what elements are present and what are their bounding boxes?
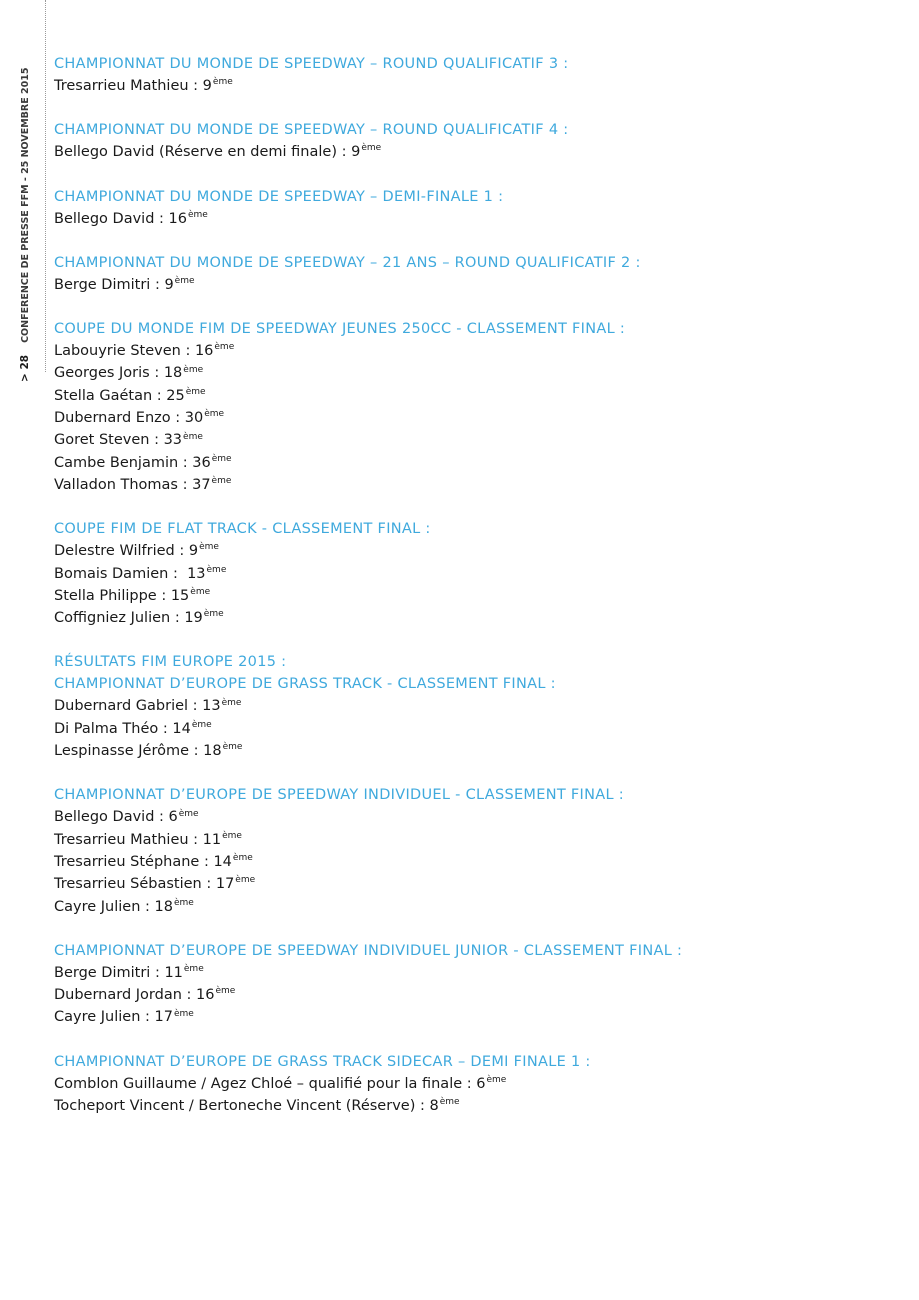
section-heading: CHAMPIONNAT DU MONDE DE SPEEDWAY – 21 ANS – ROUND QUALIFICATIF 2 :: [54, 254, 641, 271]
rank-number: 33: [163, 432, 183, 449]
results-section: [54, 1051, 904, 1118]
result-entry: [54, 896, 904, 918]
rider-name: Stella Philippe :: [54, 587, 171, 604]
rider-name: Bellego David :: [54, 809, 169, 826]
rank-number: 13: [187, 565, 206, 582]
result-entry: [54, 984, 904, 1006]
result-entry: [54, 340, 904, 362]
rider-name: Dubernard Jordan :: [54, 987, 197, 1004]
rank-number: 17: [215, 876, 235, 893]
rank-suffix: ème: [222, 830, 242, 841]
results-list: [54, 53, 904, 1139]
rank-number: 11: [202, 831, 222, 848]
rank-number: 18: [154, 898, 173, 915]
rider-name: Tresarrieu Sébastien :: [54, 876, 216, 893]
rank-suffix: ème: [486, 1074, 507, 1085]
rank-suffix: ème: [190, 587, 211, 598]
rank-number: 25: [166, 387, 185, 404]
section-heading: CHAMPIONNAT DU MONDE DE SPEEDWAY – ROUND QUALIFICATIF 3 :: [54, 56, 569, 72]
rider-name: Berge Dimitri :: [54, 276, 165, 293]
rank-number: 36: [192, 454, 211, 471]
rank-suffix: ème: [221, 697, 242, 708]
rider-name: Cayre Julien :: [54, 898, 155, 915]
rank-suffix: ème: [211, 476, 232, 487]
rider-name: Tresarrieu Mathieu :: [54, 831, 203, 848]
rank-suffix: ème: [203, 609, 224, 620]
result-entry: [54, 362, 904, 384]
rank-number: 15: [170, 587, 190, 604]
rank-number: 16: [194, 343, 214, 360]
side-label: [13, 42, 37, 382]
rider-name: Cayre Julien :: [54, 1009, 155, 1026]
rider-name: Dubernard Enzo :: [54, 410, 185, 427]
result-entry: [54, 540, 904, 562]
result-entry: [54, 141, 904, 163]
result-entry: [54, 563, 904, 585]
result-entry: [54, 474, 904, 496]
result-entry: [54, 274, 904, 296]
rank-number: 30: [184, 410, 204, 427]
rank-number: 6: [476, 1075, 486, 1092]
rider-name: Georges Joris :: [54, 365, 164, 382]
rider-name: Tresarrieu Mathieu :: [54, 78, 203, 94]
result-entry: [54, 585, 904, 607]
result-entry: [54, 1006, 904, 1028]
result-entry: [54, 452, 904, 474]
section-heading: CHAMPIONNAT DU MONDE DE SPEEDWAY – ROUND QUALIFICATIF 4 :: [54, 122, 569, 139]
rank-number: 37: [192, 476, 211, 493]
result-entry: [54, 695, 904, 717]
result-entry: [54, 385, 904, 407]
conference-label: CONFERENCE DE PRESSE FFM - 25 NOVEMBRE 2015: [19, 67, 31, 343]
results-section: [54, 119, 904, 163]
section-heading: CHAMPIONNAT D’EUROPE DE GRASS TRACK - CLASSEMENT FINAL :: [54, 676, 556, 693]
rank-suffix: ème: [185, 386, 206, 397]
results-section: [54, 651, 904, 762]
rank-suffix: ème: [199, 542, 219, 553]
section-heading: RÉSULTATS FIM EUROPE 2015 :: [54, 654, 287, 671]
rider-name: Lespinasse Jérôme :: [54, 743, 204, 760]
rank-number: 14: [213, 853, 232, 870]
rider-name: Dubernard Gabriel :: [54, 698, 203, 715]
results-section: [54, 940, 904, 1029]
rider-name: Goret Steven :: [54, 432, 164, 449]
rank-suffix: ème: [183, 431, 203, 442]
rider-name: Tresarrieu Stéphane :: [54, 853, 214, 870]
results-section: [54, 784, 904, 917]
rank-suffix: ème: [235, 875, 256, 886]
results-section: [54, 186, 904, 230]
rider-name: Stella Gaétan :: [54, 387, 167, 404]
section-heading: COUPE DU MONDE FIM DE SPEEDWAY JEUNES 250CC - CLASSEMENT FINAL :: [54, 321, 626, 338]
rank-number: 11: [164, 964, 183, 981]
rank-suffix: ème: [178, 808, 199, 819]
rider-name: Bellego David (Réserve en demi finale) :: [54, 144, 352, 161]
rank-number: 9: [351, 144, 361, 161]
rank-number: 18: [203, 743, 222, 760]
rank-suffix: ème: [222, 742, 243, 753]
rider-name: Comblon Guillaume / Agez Chloé – qualifié pour la finale :: [54, 1075, 477, 1092]
rank-number: 16: [168, 210, 187, 227]
rank-suffix: ème: [211, 453, 232, 464]
rank-suffix: ème: [173, 897, 194, 908]
rank-suffix: ème: [206, 564, 227, 575]
rank-suffix: ème: [361, 143, 382, 154]
rank-suffix: ème: [183, 364, 204, 375]
result-entry: [54, 429, 904, 451]
results-section: [54, 518, 904, 629]
result-entry: [54, 208, 904, 230]
rank-suffix: ème: [183, 964, 204, 974]
rank-number: 19: [184, 610, 203, 627]
results-section: [54, 252, 904, 296]
rider-name: Bellego David :: [54, 210, 169, 227]
rider-name: Labouyrie Steven :: [54, 343, 195, 360]
rider-name: Delestre Wilfried :: [54, 543, 189, 560]
rank-number: 8: [429, 1098, 439, 1115]
result-entry: [54, 962, 904, 984]
rider-name: Di Palma Théo :: [54, 720, 173, 737]
section-heading: CHAMPIONNAT DU MONDE DE SPEEDWAY – DEMI-FINALE 1 :: [54, 188, 504, 205]
rank-number: 17: [154, 1009, 173, 1026]
rider-name: Tocheport Vincent / Bertoneche Vincent (Réserve) :: [54, 1098, 430, 1115]
rank-suffix: ème: [204, 409, 225, 420]
result-entry: [54, 873, 904, 895]
rank-number: 9: [188, 543, 199, 560]
result-entry: [54, 740, 904, 762]
rank-number: 13: [202, 698, 221, 715]
page-number: > 28: [19, 354, 31, 382]
result-entry: [54, 851, 904, 873]
rank-suffix: ème: [212, 77, 233, 88]
rank-number: 16: [196, 987, 215, 1004]
rank-number: 6: [168, 809, 178, 826]
rank-number: 18: [163, 365, 183, 382]
rank-number: 9: [202, 78, 212, 94]
margin-divider: [45, 0, 46, 372]
result-entry: [54, 806, 904, 828]
result-entry: [54, 607, 904, 629]
rider-name: Coffigniez Julien :: [54, 610, 185, 627]
rank-suffix: ème: [173, 1008, 194, 1019]
section-heading: COUPE FIM DE FLAT TRACK - CLASSEMENT FINAL :: [54, 521, 431, 538]
result-entry: [54, 1095, 904, 1117]
rider-name: Valladon Thomas :: [54, 476, 193, 493]
section-heading: CHAMPIONNAT D’EUROPE DE SPEEDWAY INDIVIDUEL JUNIOR - CLASSEMENT FINAL :: [54, 942, 683, 959]
rank-suffix: ème: [187, 209, 208, 220]
rank-suffix: ème: [439, 1097, 460, 1108]
section-heading: CHAMPIONNAT D’EUROPE DE GRASS TRACK SIDECAR – DEMI FINALE 1 :: [54, 1053, 591, 1070]
result-entry: [54, 1073, 904, 1095]
rider-name: Cambe Benjamin :: [54, 454, 193, 471]
results-section: [54, 53, 904, 97]
rank-suffix: ème: [174, 276, 195, 287]
result-entry: [54, 407, 904, 429]
rank-suffix: ème: [232, 853, 253, 864]
results-section: [54, 318, 904, 496]
result-entry: [54, 718, 904, 740]
rank-number: 9: [164, 276, 174, 293]
result-entry: [54, 829, 904, 851]
rank-suffix: ème: [191, 719, 212, 730]
section-heading: CHAMPIONNAT D’EUROPE DE SPEEDWAY INDIVIDUEL - CLASSEMENT FINAL :: [54, 787, 624, 804]
rank-number: 14: [172, 720, 191, 737]
rider-name: Berge Dimitri :: [54, 964, 165, 981]
rider-name: Bomais Damien :: [54, 565, 188, 582]
result-entry: [54, 75, 904, 97]
rank-suffix: ème: [215, 986, 236, 997]
rank-suffix: ème: [214, 342, 235, 353]
